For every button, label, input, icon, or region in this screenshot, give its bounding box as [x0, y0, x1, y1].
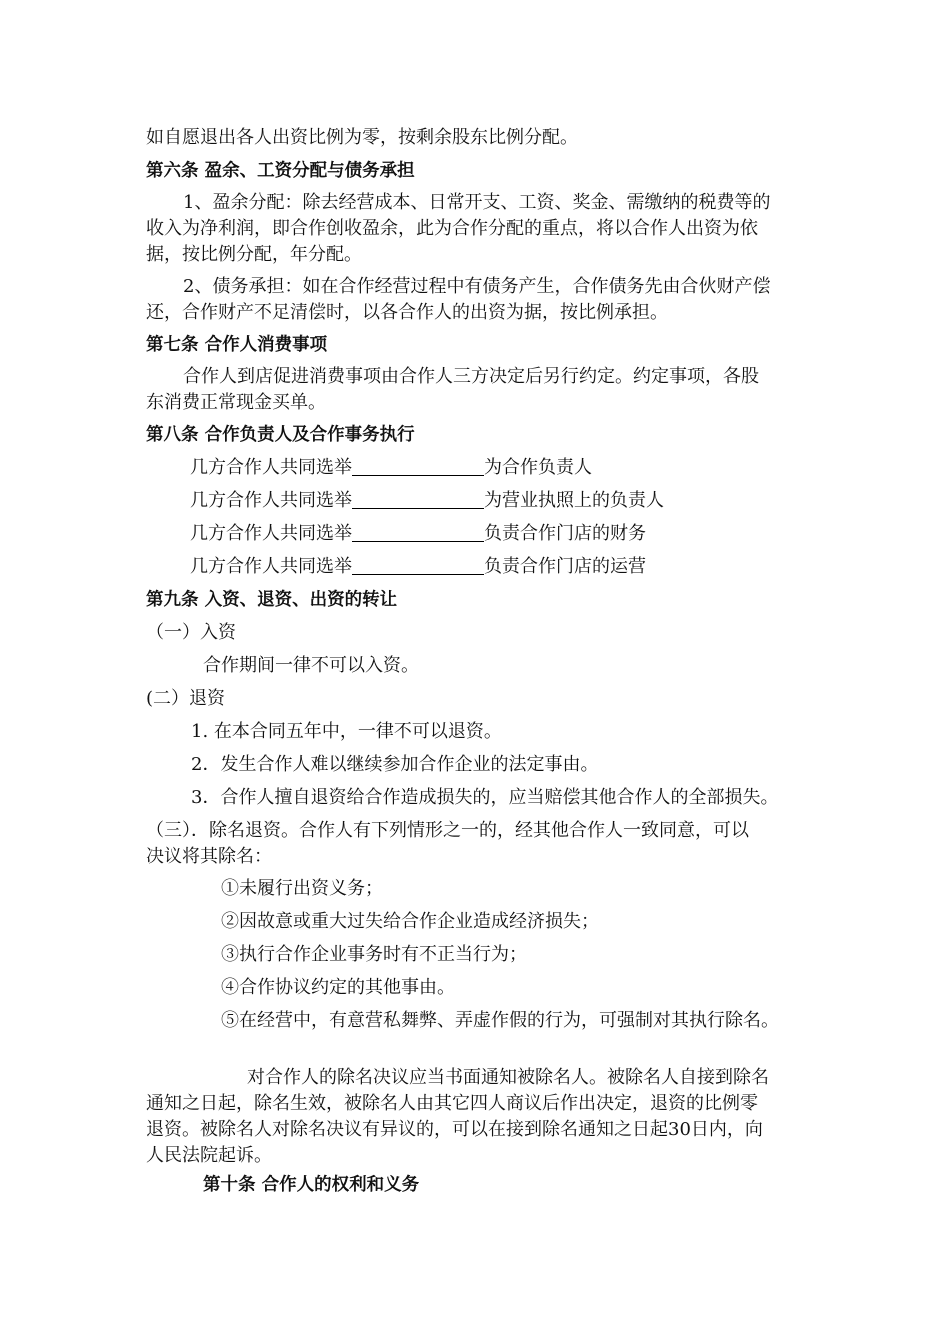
- article-7-heading: 第七条 合作人消费事项: [146, 335, 328, 355]
- election-line: [190, 489, 664, 513]
- paragraph-line: 东消费正常现金买单。: [146, 392, 326, 413]
- paragraph-line: 合作期间一律不可以入资。: [203, 655, 419, 676]
- list-item: ③执行合作企业事务时有不正当行为；: [221, 944, 527, 965]
- subsection-title: （三）．除名退资。合作人有下列情形之一的，经其他合作人一致同意，可以: [146, 820, 749, 841]
- election-prefix: 几方合作人共同选举: [190, 556, 352, 577]
- list-item: 3．合作人擅自退资给合作造成损失的，应当赔偿其他合作人的全部损失。: [191, 787, 779, 808]
- article-8-heading: 第八条 合作负责人及合作事务执行: [146, 425, 415, 445]
- fill-in-blank[interactable]: [352, 490, 484, 509]
- paragraph-line: 据，按比例分配，年分配。: [146, 244, 362, 265]
- paragraph-line: 合作人到店促进消费事项由合作人三方决定后另行约定。约定事项，各股: [183, 366, 759, 387]
- list-item: 2．发生合作人难以继续参加合作企业的法定事由。: [191, 754, 599, 775]
- paragraph-line: 决议将其除名：: [146, 846, 272, 867]
- article-10-heading: 第十条 合作人的权利和义务: [203, 1175, 420, 1195]
- paragraph-line: 1、盈余分配：除去经营成本、日常开支、工资、奖金、需缴纳的税费等的: [183, 192, 771, 213]
- article-6-heading: 第六条 盈余、工资分配与债务承担: [146, 161, 415, 181]
- election-line: [190, 522, 646, 546]
- election-suffix: 负责合作门店的运营: [484, 556, 646, 577]
- fill-in-blank[interactable]: [352, 457, 484, 476]
- paragraph-line: 如自愿退出各人出资比例为零，按剩余股东比例分配。: [146, 127, 578, 148]
- election-prefix: 几方合作人共同选举: [190, 490, 352, 511]
- election-line: [190, 456, 592, 480]
- list-item: 1. 在本合同五年中，一律不可以退资。: [191, 721, 502, 742]
- paragraph-line: 人民法院起诉。: [146, 1145, 272, 1166]
- election-prefix: 几方合作人共同选举: [190, 457, 352, 478]
- fill-in-blank[interactable]: [352, 556, 484, 575]
- list-item: ①未履行出资义务；: [221, 878, 383, 899]
- election-line: [190, 555, 646, 579]
- paragraph-line: 对合作人的除名决议应当书面通知被除名人。被除名人自接到除名: [247, 1067, 769, 1088]
- paragraph-line: 还，合作财产不足清偿时，以各合作人的出资为据，按比例承担。: [146, 302, 668, 323]
- paragraph-line: 退资。被除名人对除名决议有异议的，可以在接到除名通知之日起30日内，向: [146, 1119, 763, 1140]
- list-item: ④合作协议约定的其他事由。: [221, 977, 455, 998]
- election-suffix: 为营业执照上的负责人: [484, 490, 664, 511]
- paragraph-line: 2、债务承担：如在合作经营过程中有债务产生，合作债务先由合伙财产偿: [183, 276, 771, 297]
- fill-in-blank[interactable]: [352, 523, 484, 542]
- paragraph-line: 收入为净利润，即合作创收盈余，此为合作分配的重点，将以合作人出资为依: [146, 218, 758, 239]
- list-item: ②因故意或重大过失给合作企业造成经济损失；: [221, 911, 599, 932]
- subsection-title: (二）退资: [146, 688, 226, 709]
- article-9-heading: 第九条 入资、退资、出资的转让: [146, 590, 398, 610]
- election-prefix: 几方合作人共同选举: [190, 523, 352, 544]
- election-suffix: 负责合作门店的财务: [484, 523, 646, 544]
- election-suffix: 为合作负责人: [484, 457, 592, 478]
- subsection-title: （一）入资: [146, 622, 236, 643]
- list-item: ⑤在经营中，有意营私舞弊、弄虚作假的行为，可强制对其执行除名。: [221, 1010, 779, 1031]
- paragraph-line: 通知之日起，除名生效，被除名人由其它四人商议后作出决定，退资的比例零: [146, 1093, 758, 1114]
